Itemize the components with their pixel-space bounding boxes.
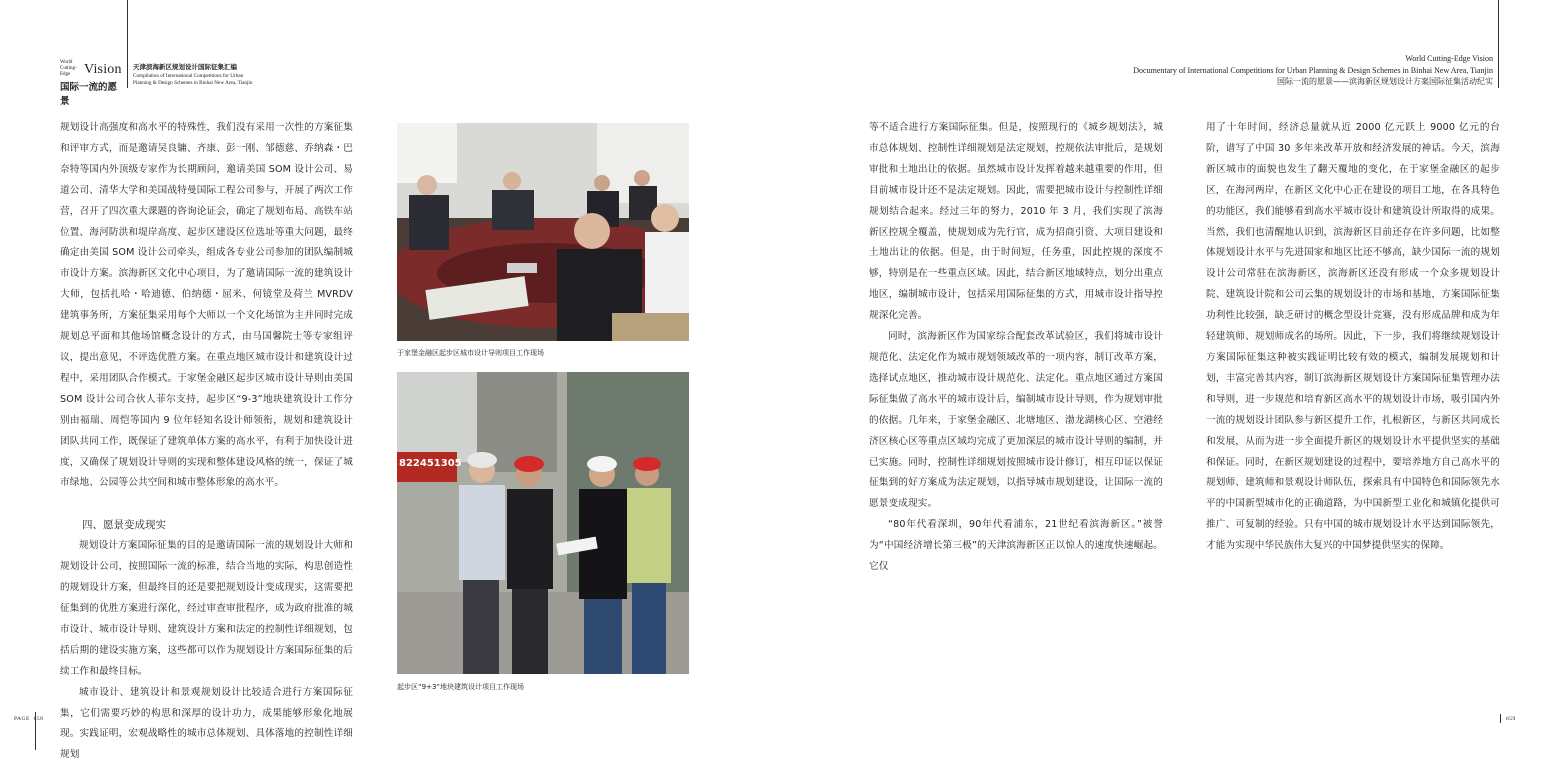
paragraph: 等不适合进行方案国际征集。但是，按照现行的《城乡规划法》，城市总体规划、控制性详细规划是法定规划，控规依法审批后，是规划审批和土地出让的依据。虽然城市设计发挥着越来越重要的作用，但目前城市设计还不是法定规划。因此，需要把城市设计与控制性详细规划结合起来。经过三年的努力，2010 年 3 月，我们实现了滨海新区控规全覆盖，使规划成为先行官，成为招商引资、大项目建设和土地出让的依据。但是，由于时间短，任务重，因此控规的深度不够，特别是在一些重点区域。因此，结合新区地域特点，划分出重点地区，编制城市设计，包括采用国际征集的方式，用城市设计指导控规深化完善。 — [869, 122, 1163, 322]
text-column-1 — [60, 118, 353, 766]
paragraph: 规划设计方案国际征集的目的是邀请国际一流的规划设计大师和规划设计公司，按照国际一流的标准，结合当地的实际，构思创造性的规划设计方案，但最终目的还是要把规划设计变成现实，这需要把征集到的优胜方案进行深化，经过审查审批程序，成为政府批准的城市设计、城市设计导则、建筑设计方案和法定的控制性详细规划，包括后期的建设实施方案，这些都可以作为规划设计方案国际征集的后续工作和最终目标。 — [60, 540, 353, 677]
logo-cn: 国际一流的愿景 — [60, 82, 118, 107]
header-right-line-1: World Cutting-Edge Vision — [1405, 54, 1493, 63]
logo-small-line-2: Cutting-Edge — [60, 66, 77, 77]
paragraph: 用了十年时间，经济总量就从近 2000 亿元跃上 9000 亿元的台阶，谱写了中国 30 多年来改革开放和经济发展的神话。今天，滨海新区城市的面貌也发生了翻天覆地的变化，在于家堡金融区的起步区，在海河两岸，在新区文化中心正在建设的项目工地，在各具特色的功能区，我们能够看到高水平城市设计和建筑设计所取得的成果。当然，我们也清醒地认识到，滨海新区目前还存在许多问题，比如整体规划设计水平与先进国家和地区比还不够高，缺少国际一流的规划设计公司常驻在滨海新区，滨海新区还没有形成一个众多规划设计院、建筑设计院和公司云集的规划设计的市场和基地，方案国际征集功利性比较强，缺乏研讨的概念型设计竞赛，没有形成品牌和成为年轻建筑师、规划师成名的场所。因此，下一步，我们将继续规划设计方案国际征集这种被实践证明比较有效的模式，编制发展规划和计划，丰富完善其内容，制订滨海新区规划设计方案国际征集管理办法和导则，进一步规范和培育新区高水平的规划设计市场，吸引国内外一流的规划设计团队参与新区提升工作，扎根新区，与新区共同成长和发展，从而为进一步全面提升新区的规划设计水平提供坚实的基础和保证。同时，在新区规划建设的过程中，要培养地方自己高水平的规划师、建筑师和景观设计师队伍，探索具有中国特色和国际领先水平的中国新型城市化的正确道路，为中国新型工业化和城镇化提供可推广、可复制的经验。只有中国的城市规划设计水平达到国际领先，才能为实现中华民族伟大复兴的中国梦提供坚实的保障。 — [1206, 122, 1500, 552]
header-left-title — [133, 62, 263, 86]
header-title-en-2: Planning & Design Schemes in Binhai New Area, Tianjin — [133, 79, 253, 86]
logo-small-line-1: World — [60, 60, 73, 65]
folio-rule-right — [1500, 714, 1501, 723]
logo-vision: Vision — [84, 62, 122, 77]
paragraph: “80年代看深圳，90年代看浦东，21世纪看滨海新区。”被誉为“中国经济增长第三极”的天津滨海新区正以惊人的速度快速崛起。它仅 — [869, 519, 1163, 573]
paragraph: 规划设计高强度和高水平的特殊性，我们没有采用一次性的方案征集和评审方式，而是邀请吴良镛、齐康、彭一刚、邹德慈、乔纳森・巴奈特等国内外顶级专家作为长期顾问，邀请美国 SOM 设计公司、易道公司、清华大学和美国战特曼国际工程公司参与，开展了两次工作营，召开了四次重大课题的咨询论证会，确定了规划布局、高铁车站位置、海河防洪和堤岸高度、起步区建设区位选址等重大问题，最终确定由美国 SOM 设计公司牵头，组成各专业公司参加的团队编制城市设计方案。滨海新区文化中心项目，为了邀请国际一流的建筑设计大师，包括扎哈・哈迪德、伯纳德・屈米、何镜堂及荷兰 MVRDV 建筑事务所，方案征集采用每个大师以一个文化场馆为主并同时完成规划总平面和其他场馆概念设计的方式，由马国馨院士等专家组评议，提出意见，不评选优胜方案。在重点地区城市设计和建筑设计过程中，采用团队合作模式。于家堡金融区起步区城市设计导则由美国 SOM 设计公司合伙人菲尔支持，起步区“9-3”地块建筑设计工作分别由福瑞、周恺等国内 9 位年轻知名设计师领衔，规划和建筑设计团队共同工作，既保证了建筑单体方案的高水平，有利于加快设计进度，又确保了规划设计导则的实现和整体建设风格的统一，保证了城市绿地、公园等公共空间和城市整体形象的高水平。 — [60, 122, 353, 489]
photo-construction — [397, 372, 689, 674]
paragraph: 城市设计、建筑设计和景观规划设计比较适合进行方案国际征集，它们需要巧妙的构思和深厚的设计功力，成果能够形象化地展现。实践证明，宏观战略性的城市总体规划、具体落地的控制性详细规划 — [60, 686, 353, 761]
page-number-left: PAGE 658 — [14, 716, 44, 722]
page-number-right: 659 — [1506, 716, 1516, 722]
paragraph: 同时，滨海新区作为国家综合配套改革试验区，我们将城市设计规范化、法定化作为城市规划领域改革的一项内容，制订改革方案，选择试点地区，推动城市设计规范化、法定化。重点地区通过方案国际征集做了高水平的城市设计后，编制城市设计导则，作为规划审批的依据。几年来，于家堡金融区、北塘地区、渤龙湖核心区、空港经济区核心区等重点区域均完成了更加深层的城市设计导则的编制，并已实施。同时，控制性详细规划按照城市设计修订，相互印证以保证征集到的好方案成为法定规划，以指导城市规划建设，让国际一流的愿景变成现实。 — [869, 331, 1163, 510]
construction-illustration — [397, 372, 689, 674]
meeting-illustration — [397, 123, 689, 341]
section-heading: 四、愿景变成现实 — [82, 519, 166, 532]
text-column-3 — [869, 118, 1163, 578]
header-right-line-2: Documentary of International Competitions for Urban Planning & Design Schemes in Binhai New Area, Tianjin — [1133, 65, 1493, 75]
header-title-cn: 天津滨海新区规划设计国际征集汇编 — [133, 63, 237, 71]
logo-small-text — [60, 60, 84, 78]
header-vertical-rule-right — [1498, 0, 1499, 88]
photo-caption-1: 于家堡金融区起步区城市设计导则项目工作现场 — [397, 349, 544, 357]
header-right — [973, 53, 1493, 88]
text-column-4 — [1206, 118, 1500, 557]
header-title-en-1: Compilation of International Competitions for Urban — [133, 73, 244, 79]
photo-caption-2: 起步区“9+3”地块建筑设计项目工作现场 — [397, 683, 525, 691]
header-right-line-3: 国际一流的愿景——滨海新区规划设计方案国际征集活动纪实 — [1277, 77, 1493, 86]
photo-meeting — [397, 123, 689, 341]
header-logo — [60, 60, 126, 107]
sign-number: 822451305 — [399, 458, 462, 469]
header-vertical-rule-left — [127, 0, 128, 88]
